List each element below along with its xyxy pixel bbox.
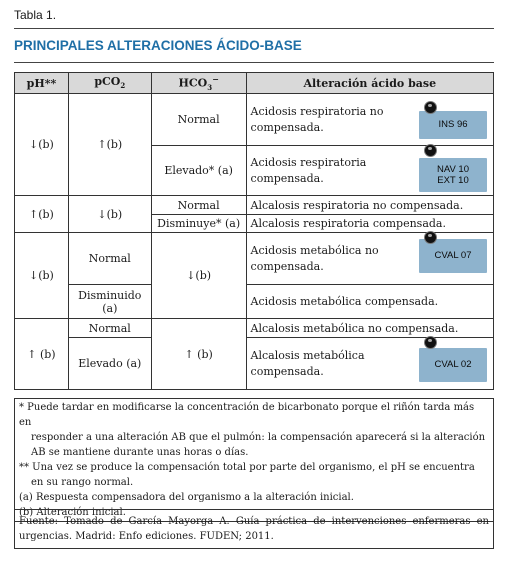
pco2-cell: ↑(b)	[68, 94, 151, 196]
alteration-text: Alcalosis metabólica compensada.	[250, 348, 365, 378]
top-divider	[14, 28, 494, 29]
note-label: CVAL 07	[434, 250, 472, 261]
footnotes	[14, 398, 494, 522]
alteration-cell	[246, 338, 493, 390]
pco2-cell: Normal	[68, 319, 151, 338]
alteration-text: Acidosis respiratoria compensada.	[250, 155, 367, 185]
pushpin-icon	[424, 101, 437, 114]
header-pco2: pCO$_2$	[68, 73, 151, 94]
pushpin-icon	[424, 336, 437, 349]
alteration-cell: Alcalosis metabólica no compensada.	[246, 319, 493, 338]
pushpin-icon	[424, 144, 437, 157]
table-row	[15, 196, 494, 215]
footnote-a: (a) Respuesta compensadora del organismo a la alteración inicial.	[19, 492, 354, 503]
table-row	[15, 285, 494, 319]
alteration-cell	[246, 146, 493, 196]
alteration-cell: Alcalosis respiratoria no compensada.	[246, 196, 493, 215]
footnote-double-star: ** Una vez se produce la compensación total por parte del organismo, el pH se encuentra	[19, 462, 475, 473]
hco3-cell: Disminuye* (a)	[151, 215, 246, 233]
note-label: INS 96	[438, 119, 468, 130]
pco2-cell: Normal	[68, 233, 151, 285]
ph-cell: ↑(b)	[15, 196, 69, 233]
table-row	[15, 338, 494, 390]
hco3-cell: ↑ (b)	[151, 319, 246, 390]
pco2-cell: Elevado (a)	[68, 338, 151, 390]
heading-divider	[14, 62, 494, 63]
table-caption: Tabla 1.	[14, 8, 57, 22]
note-label: EXT 10	[437, 175, 469, 186]
footnote-star-cont: responder a una alteración AB que el pulmón: la compensación aparecerá si la alteración	[31, 432, 486, 443]
ph-cell: ↓(b)	[15, 233, 69, 319]
header-alteration: Alteración ácido base	[246, 73, 493, 94]
sticky-note	[419, 348, 487, 382]
note-label: CVAL 02	[434, 359, 472, 370]
source-citation: Fuente: Tomado de García Mayorga A. Guía práctica de intervenciones enfermeras en urgencias. Madrid: Enfo ediciones. FUDEN; 2011.	[14, 509, 494, 549]
hco3-cell: Elevado* (a)	[151, 146, 246, 196]
pushpin-icon	[424, 231, 437, 244]
pco2-cell: ↓(b)	[68, 196, 151, 233]
hco3-cell: Normal	[151, 94, 246, 146]
acid-base-table	[14, 72, 494, 390]
footnote-star: * Puede tardar en modificarse la concentración de bicarbonato porque el riñón tarda más en	[19, 402, 475, 428]
header-ph: pH**	[15, 73, 69, 94]
pco2-cell: Disminuido (a)	[68, 285, 151, 319]
alteration-cell: Acidosis metabólica compensada.	[246, 285, 493, 319]
alteration-cell	[246, 94, 493, 146]
footnote-star-cont: AB se mantiene durante unas horas o días.	[31, 447, 249, 458]
alteration-text: Acidosis respiratoria no compensada.	[250, 104, 384, 134]
sticky-note	[419, 111, 487, 139]
table-row	[15, 94, 494, 146]
ph-cell: ↑ (b)	[15, 319, 69, 390]
note-label: NAV 10	[436, 164, 470, 175]
header-row	[15, 73, 494, 94]
alteration-cell	[246, 233, 493, 285]
alteration-cell: Alcalosis respiratoria compensada.	[246, 215, 493, 233]
ph-cell: ↓(b)	[15, 94, 69, 196]
table-row	[15, 319, 494, 338]
sticky-note	[419, 239, 487, 273]
footnote-b: (b) Alteración inicial.	[19, 507, 126, 518]
hco3-cell: Normal	[151, 196, 246, 215]
table-row	[15, 233, 494, 285]
sticky-note	[419, 158, 487, 192]
table-heading: PRINCIPALES ALTERACIONES ÁCIDO-BASE	[14, 38, 302, 53]
hco3-cell: ↓(b)	[151, 233, 246, 319]
header-hco3: $HCO_3^-$	[151, 73, 246, 94]
alteration-text: Acidosis metabólica no compensada.	[250, 243, 379, 273]
footnote-double-star-cont: en su rango normal.	[31, 477, 134, 488]
